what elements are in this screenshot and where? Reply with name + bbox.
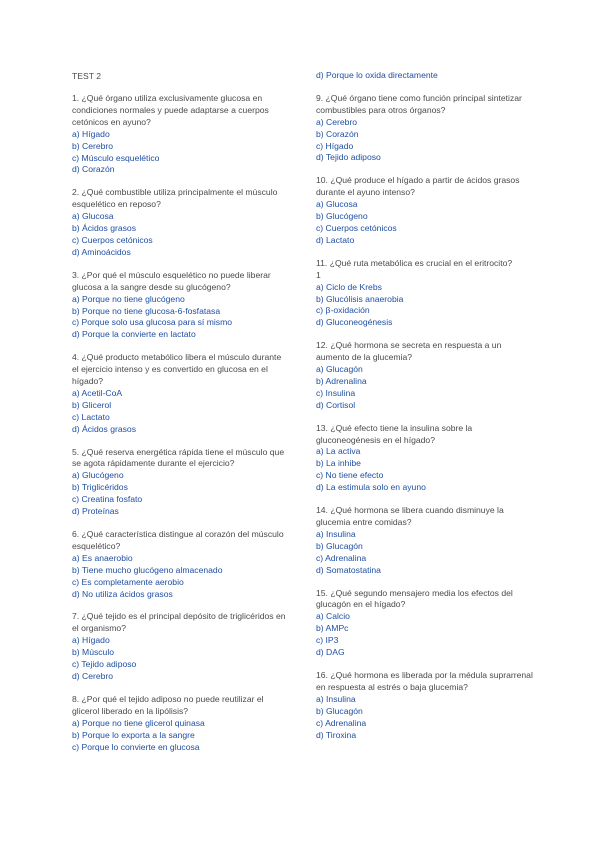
right-column	[316, 70, 534, 752]
answer-option: a) Glucagón	[316, 364, 363, 375]
question-block	[316, 93, 534, 164]
answer-option: c) Porque lo convierte en glucosa	[72, 741, 200, 752]
answer-option: c) Adrenalina	[316, 552, 367, 563]
question-block	[316, 670, 534, 741]
left-question-list	[72, 93, 287, 753]
question-text: 2. ¿Qué combustible utiliza principalmente el músculo esquelético en reposo?	[72, 187, 278, 210]
answer-option: d) DAG	[316, 647, 345, 658]
question-text: 11. ¿Qué ruta metabólica es crucial en el eritrocito? 1	[316, 257, 513, 280]
question-block	[316, 505, 534, 576]
answer-option: a) Cerebro	[316, 116, 358, 127]
question-block	[316, 175, 534, 246]
answer-option: c) Adrenalina	[316, 717, 367, 728]
answer-option: c) Cuerpos cetónicos	[316, 222, 397, 233]
answer-option: c) IP3	[316, 635, 339, 646]
answer-option: a) Glucosa	[72, 211, 114, 222]
answer-option: d) Corazón	[72, 164, 115, 175]
question-block	[316, 340, 534, 411]
question-text: 12. ¿Qué hormona se secreta en respuesta a un aumento de la glucemia?	[316, 340, 502, 363]
answer-option: c) Hígado	[316, 140, 354, 151]
answer-option: d) Tiroxina	[316, 729, 357, 740]
question-text: 14. ¿Qué hormona se libera cuando disminuye la glucemia entre comidas?	[316, 505, 504, 527]
answer-option: b) Glucagón	[316, 540, 363, 551]
answer-option: a) Glucosa	[316, 199, 358, 210]
answer-option: b) Glucagón	[316, 705, 363, 716]
question-text: 15. ¿Qué segundo mensajero media los efectos del glucagón en el hígado?	[316, 587, 513, 610]
answer-option: a) Porque no tiene glucógeno	[72, 293, 185, 304]
answer-option: c) β-oxidación	[316, 305, 370, 316]
question-block	[316, 258, 534, 329]
answer-option: a) La activa	[316, 446, 361, 457]
answer-option: c) Insulina	[316, 387, 356, 398]
answer-option: d) Ácidos grasos	[72, 423, 137, 434]
answer-option: b) Músculo	[72, 647, 115, 658]
answer-option: a) Insulina	[316, 693, 356, 704]
question-block	[72, 270, 287, 341]
answer-option: b) Glucógeno	[316, 211, 368, 222]
answer-option: c) Lactato	[72, 411, 110, 422]
question-block	[72, 611, 287, 682]
answer-option: b) Tiene mucho glucógeno almacenado	[72, 564, 223, 575]
question-block	[72, 529, 287, 600]
answer-option: d) Lactato	[316, 234, 355, 245]
answer-option: b) Corazón	[316, 128, 359, 139]
answer-option: d) Porque la convierte en lactato	[72, 329, 196, 340]
answer-option: d) Proteínas	[72, 506, 119, 517]
answer-option: b) Ácidos grasos	[72, 223, 137, 234]
question-block	[316, 423, 534, 494]
answer-option: d) No utiliza ácidos grasos	[72, 588, 173, 599]
answer-option: c) Cuerpos cetónicos	[72, 234, 153, 245]
answer-option: b) Porque lo exporta a la sangre	[72, 729, 195, 740]
answer-option: b) Porque no tiene glucosa-6-fosfatasa	[72, 305, 221, 316]
question-text: 7. ¿Qué tejido es el principal depósito de triglicéridos en el organismo?	[72, 611, 286, 634]
answer-option: a) Hígado	[72, 128, 110, 139]
question-block	[72, 447, 287, 518]
answer-option: c) Tejido adiposo	[72, 659, 137, 670]
answer-option: b) La inhibe	[316, 458, 361, 469]
answer-option: d) Cerebro	[72, 670, 114, 681]
answer-option: c) Creatina fosfato	[72, 494, 143, 505]
right-question-list	[316, 93, 534, 742]
answer-option: d) Cortisol	[316, 399, 356, 410]
answer-option: d) Aminoácidos	[72, 246, 131, 257]
answer-option: a) Insulina	[316, 528, 356, 539]
answer-option: a) Es anaerobio	[72, 552, 133, 563]
answer-option: d) Somatostatina	[316, 564, 381, 575]
answer-option: d) Tejido adiposo	[316, 152, 381, 163]
answer-option: c) Músculo esquelético	[72, 152, 160, 163]
question-block	[72, 694, 287, 754]
question-block	[72, 352, 287, 435]
answer-option: c) Es completamente aerobio	[72, 576, 184, 587]
question-block	[316, 588, 534, 659]
answer-option: b) Triglicéridos	[72, 482, 128, 493]
answer-option: b) Cerebro	[72, 140, 114, 151]
answer-option: a) Ciclo de Krebs	[316, 281, 382, 292]
answer-option: a) Calcio	[316, 611, 350, 622]
question-block	[72, 187, 287, 258]
question-8-continued-option: d) Porque lo oxida directamente	[316, 70, 438, 80]
answer-option: a) Porque no tiene glicerol quinasa	[72, 717, 205, 728]
answer-option: a) Glucógeno	[72, 470, 124, 481]
answer-option: b) Glicerol	[72, 399, 112, 410]
question-text: 5. ¿Qué reserva energética rápida tiene el músculo que se agota rápidamente durante el ejercicio?	[72, 446, 285, 469]
question-text: 1. ¿Qué órgano utiliza exclusivamente glucosa en condiciones normales y puede adaptarse a cuerpos cetónicos en ayuno?	[72, 93, 269, 127]
question-text: 10. ¿Qué produce el hígado a partir de ácidos grasos durante el ayuno intenso?	[316, 175, 520, 198]
answer-option: d) La estimula solo en ayuno	[316, 482, 426, 493]
answer-option: c) No tiene efecto	[316, 470, 384, 481]
answer-option: c) Porque solo usa glucosa para sí mismo	[72, 317, 233, 328]
question-text: 16. ¿Qué hormona es liberada por la médula suprarrenal en respuesta al estrés o baja glucemia?	[316, 669, 533, 692]
question-text: 8. ¿Por qué el tejido adiposo no puede reutilizar el glicerol liberado en la lipólisis?	[72, 693, 264, 716]
answer-option: a) Hígado	[72, 635, 110, 646]
answer-option: b) Glucólisis anaerobia	[316, 293, 404, 304]
test-title: TEST 2	[72, 71, 101, 81]
question-text: 13. ¿Qué efecto tiene la insulina sobre la gluconeogénesis en el hígado?	[316, 422, 473, 445]
question-text: 4. ¿Qué producto metabólico libera el músculo durante el ejercicio intenso y es convertido en glucosa en el hígado?	[72, 352, 282, 387]
answer-option: b) Adrenalina	[316, 375, 367, 386]
question-text: 3. ¿Por qué el músculo esquelético no puede liberar glucosa a la sangre desde su glucógeno?	[72, 269, 271, 292]
answer-option: a) Acetil-CoA	[72, 387, 123, 398]
answer-option: b) AMPc	[316, 623, 349, 634]
answer-option: d) Gluconeogénesis	[316, 317, 393, 328]
question-text: 6. ¿Qué característica distingue al corazón del músculo esquelético?	[72, 529, 284, 551]
question-block	[72, 93, 287, 176]
left-column	[72, 70, 287, 764]
question-text: 9. ¿Qué órgano tiene como función principal sintetizar combustibles para otros órganos?	[316, 92, 522, 115]
